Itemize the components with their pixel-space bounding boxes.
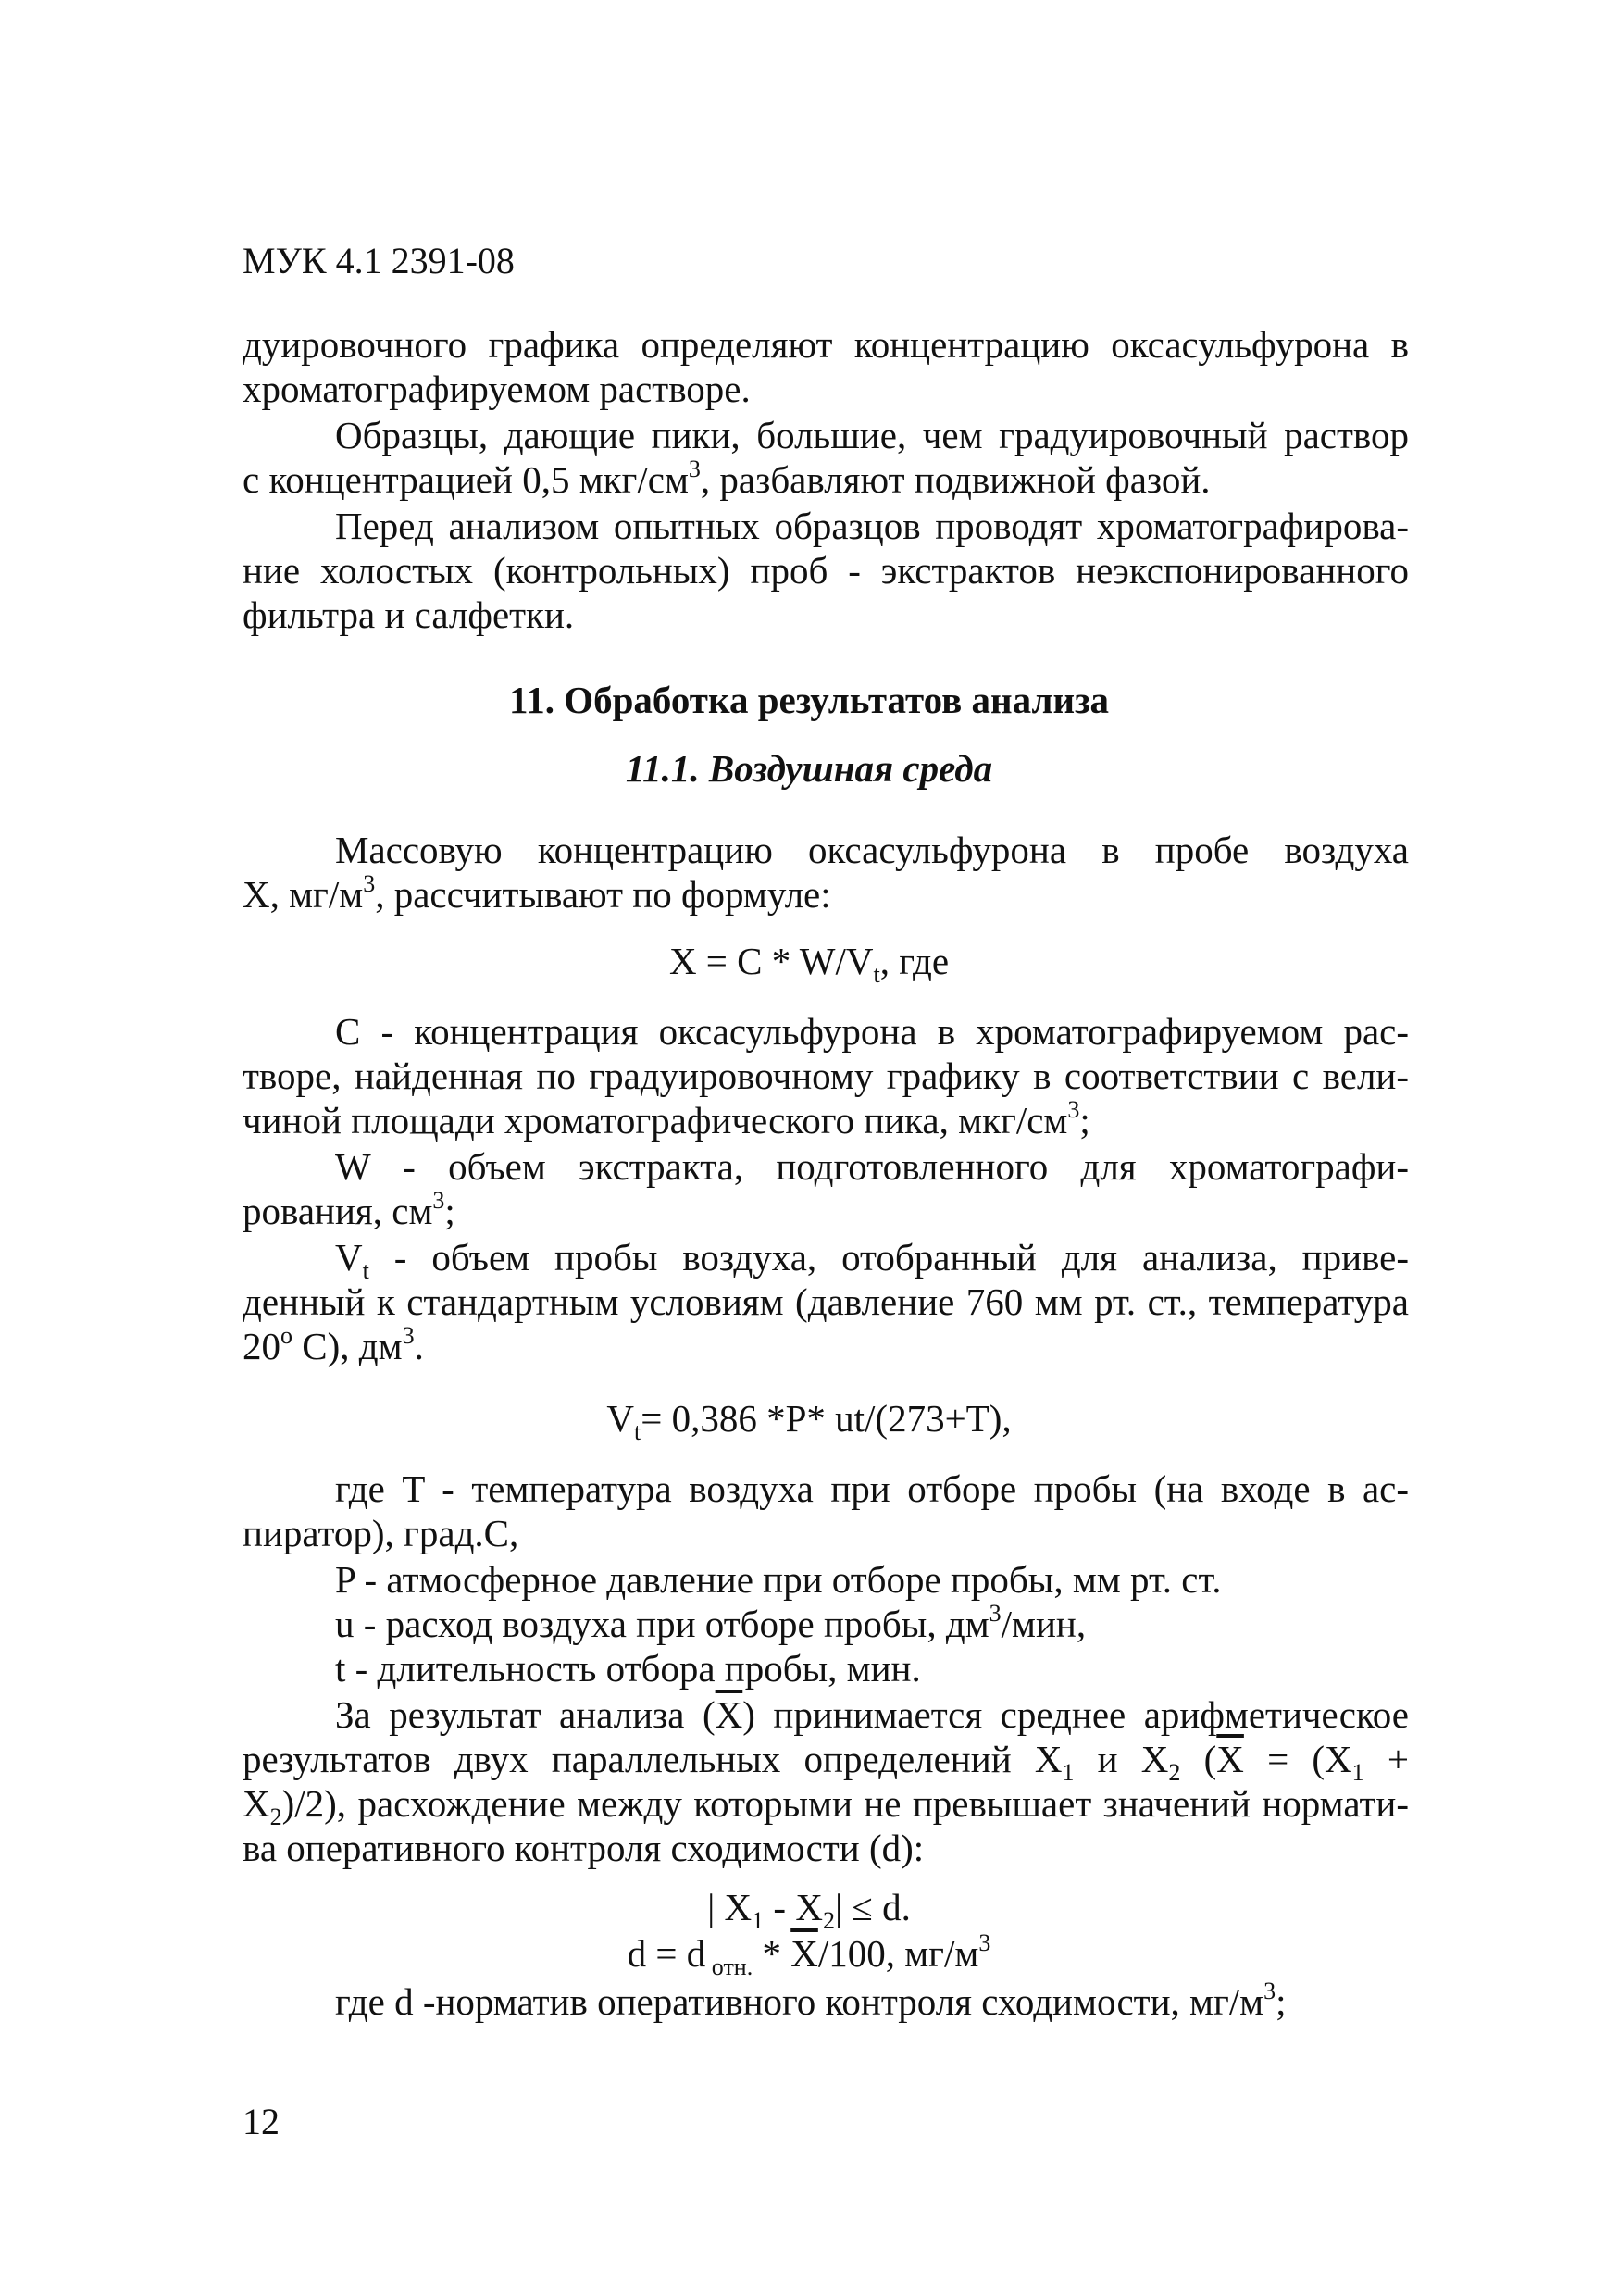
paragraph-line: ва оперативного контроля сходимости (d):: [243, 1827, 925, 1869]
paragraph-line: $V_t$ - объем пробы воздуха, отобранный для анализа, приве-: [335, 1236, 1409, 1285]
document-code-header: МУК 4.1 2391-08: [243, 240, 515, 281]
paragraph-line: денный к стандартным условиям (давление 760 мм рт. ст., температура: [243, 1280, 1409, 1323]
paragraph-line: дуировочного графика определяют концентрацию оксасульфурона в: [243, 323, 1409, 366]
paragraph-line: Перед анализом опытных образцов проводят хроматографирова-: [335, 505, 1409, 547]
paragraph-line: результатов двух параллельных определений $X_1$ и $X_2$ ($\overline{X} = (X_1$ +: [243, 1738, 1409, 1787]
paragraph-line: фильтра и салфетки.: [243, 593, 575, 636]
paragraph-line: где T - температура воздуха при отборе пробы (на входе в ас-: [335, 1467, 1409, 1510]
paragraph-line: Образцы, дающие пики, большие, чем градуировочный раствор: [335, 414, 1409, 456]
paragraph-line: $X_2)/2$), расхождение между которыми не превышает значений нормати-: [243, 1782, 1409, 1831]
section-title: 11. Обработка результатов анализа: [508, 679, 1110, 721]
paragraph-line: с концентрацией 0,5 мкг/$см^3$, разбавляют подвижной фазой.: [243, 455, 1211, 501]
paragraph-line: рования, $см^3$;: [243, 1187, 455, 1232]
paragraph-line: C - концентрация оксасульфурона в хроматографируемом рас-: [335, 1010, 1409, 1053]
formula-x: $X = C * W/V_t$, где: [668, 940, 950, 989]
paragraph-line: X, $мг/м^3$, рассчитывают по формуле:: [243, 870, 831, 916]
paragraph-line: u - расход воздуха при отборе пробы, $дм^3$/мин,: [335, 1600, 1087, 1645]
paragraph-line: чиной площади хроматографического пика, мкг/$см^3$;: [243, 1096, 1090, 1142]
paragraph-line: t - длительность отбора пробы, мин.: [335, 1647, 921, 1690]
paragraph-line: W - объем экстракта, подготовленного для хроматографи-: [335, 1145, 1409, 1188]
paragraph-line: P - атмосферное давление при отборе пробы, мм рт. ст.: [335, 1558, 1222, 1601]
paragraph-line: где d -норматив оперативного контроля сходимости, $мг/м^3$;: [335, 1978, 1287, 2023]
page-number: 12: [243, 2101, 280, 2142]
subsection-title: 11.1. Воздушная среда: [625, 747, 993, 790]
paragraph-line: За результат анализа $(\overline{X})$ принимается среднее арифметическое: [335, 1693, 1409, 1736]
formula-diff: | $X_1 - X_2| \le d$.: [707, 1886, 911, 1935]
paragraph-line: Массовую концентрацию оксасульфурона в пробе воздуха: [335, 829, 1409, 871]
formula-vt: $V_t= 0,386$ *P* ut/(273+T),: [606, 1397, 1012, 1446]
paragraph-line: творе, найденная по градуировочному графику в соответствии с вели-: [243, 1054, 1409, 1097]
paragraph-line: 20$^o$ C), $дм^3$.: [243, 1322, 424, 1367]
paragraph-line: пиратор), град.С,: [243, 1512, 519, 1554]
paragraph-line: хроматографируемом растворе.: [243, 368, 751, 410]
paragraph-line: ние холостых (контрольных) проб - экстрактов неэкспонированного: [243, 549, 1409, 592]
formula-d: d = d $_{отн.} * \overline{X}/100$, $мг/м^3$: [627, 1929, 991, 1981]
